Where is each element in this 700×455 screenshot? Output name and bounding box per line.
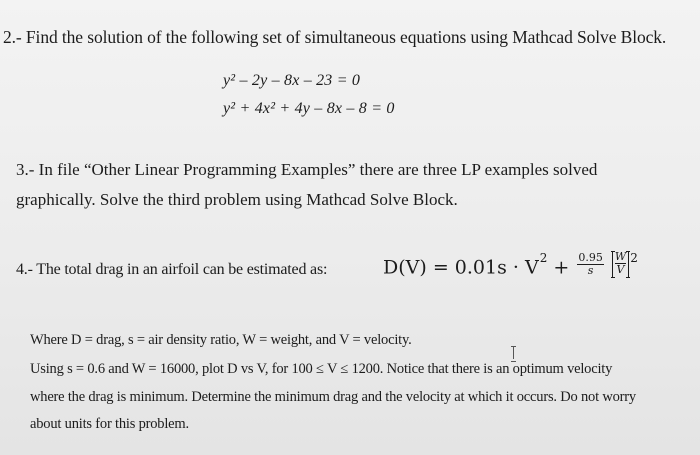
- question-4-para-4: about units for this problem.: [30, 416, 189, 432]
- formula-plus: +: [547, 256, 576, 279]
- bracket-fraction: [615, 251, 626, 276]
- formula-fraction: [577, 252, 604, 277]
- formula-bracket: [612, 251, 629, 278]
- question-4-intro: 4.- The total drag in an airfoil can be estimated as:: [16, 261, 328, 278]
- formula-exponent-2: 2: [630, 250, 638, 265]
- question-4-para-2: Using s = 0.6 and W = 16000, plot D vs V, for 100 ≤ V ≤ 1200. Notice that there is an optimum velocity: [30, 361, 613, 377]
- question-4-para-1: Where D = drag, s = air density ratio, W = weight, and V = velocity.: [30, 332, 412, 348]
- formula-lhs: D(V) = 0.01s · V: [383, 256, 539, 279]
- equation-2: y² + 4x² + 4y – 8x – 8 = 0: [223, 100, 395, 117]
- question-4-para-3: where the drag is minimum. Determine the minimum drag and the velocity at which it occurs. Do not worry: [30, 389, 636, 405]
- drag-formula: [383, 250, 638, 282]
- bracket-denominator: V: [616, 263, 625, 276]
- fraction-denominator: s: [587, 264, 594, 277]
- formula-exponent-1: 2: [539, 250, 548, 265]
- text-cursor-icon: [510, 346, 518, 360]
- fraction-numerator: 0.95: [578, 251, 603, 264]
- question-2-text: 2.- Find the solution of the following set of simultaneous equations using Mathcad Solve Block.: [3, 27, 667, 47]
- question-3-line-2: graphically. Solve the third problem using Mathcad Solve Block.: [16, 190, 458, 209]
- bracket-numerator: W: [614, 250, 627, 263]
- equation-1: y² – 2y – 8x – 23 = 0: [223, 72, 361, 89]
- question-3-line-1: 3.- In file “Other Linear Programming Examples” there are three LP examples solved: [16, 160, 598, 179]
